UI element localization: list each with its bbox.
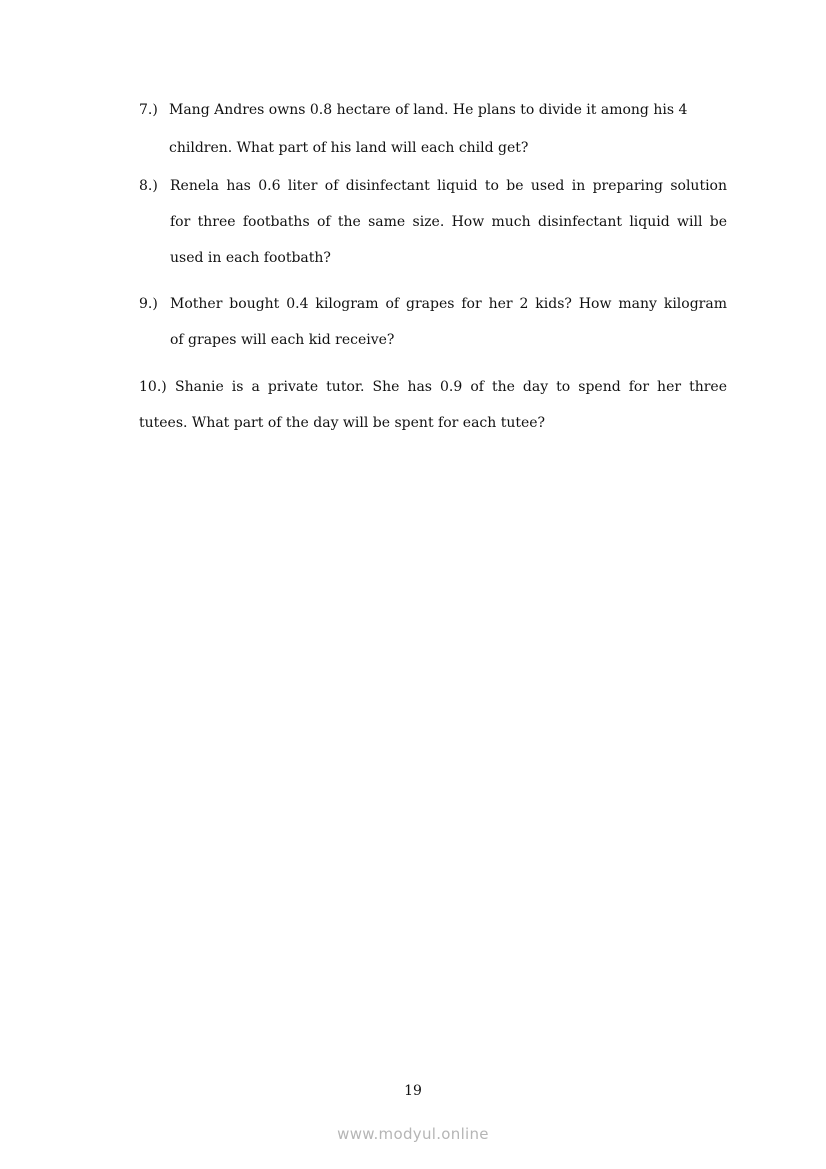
problem-text-line: used in each footbath? [170, 250, 331, 266]
problem-text-line: Renela has 0.6 liter of disinfectant liquid to be used in preparing solution [170, 178, 727, 194]
problem-number: 7.) [139, 102, 158, 118]
problem-text-line: children. What part of his land will each child get? [169, 140, 529, 156]
problem-number: 10.) [139, 379, 167, 395]
problem-text-line: Shanie is a private tutor. She has 0.9 of the day to spend for her three [175, 379, 727, 395]
problem-text-line: Mang Andres owns 0.8 hectare of land. He plans to divide it among his 4 [169, 102, 688, 118]
problem-text-line: of grapes will each kid receive? [170, 332, 395, 348]
problem-text-line: tutees. What part of the day will be spent for each tutee? [139, 415, 546, 431]
problem-text-line: Mother bought 0.4 kilogram of grapes for her 2 kids? How many kilogram [170, 296, 727, 312]
problem-number: 9.) [139, 296, 158, 312]
watermark: www.modyul.online [337, 1125, 489, 1143]
problem-number: 8.) [139, 178, 158, 194]
page-number: 19 [404, 1083, 422, 1099]
problem-text-line: for three footbaths of the same size. How much disinfectant liquid will be [170, 214, 727, 230]
